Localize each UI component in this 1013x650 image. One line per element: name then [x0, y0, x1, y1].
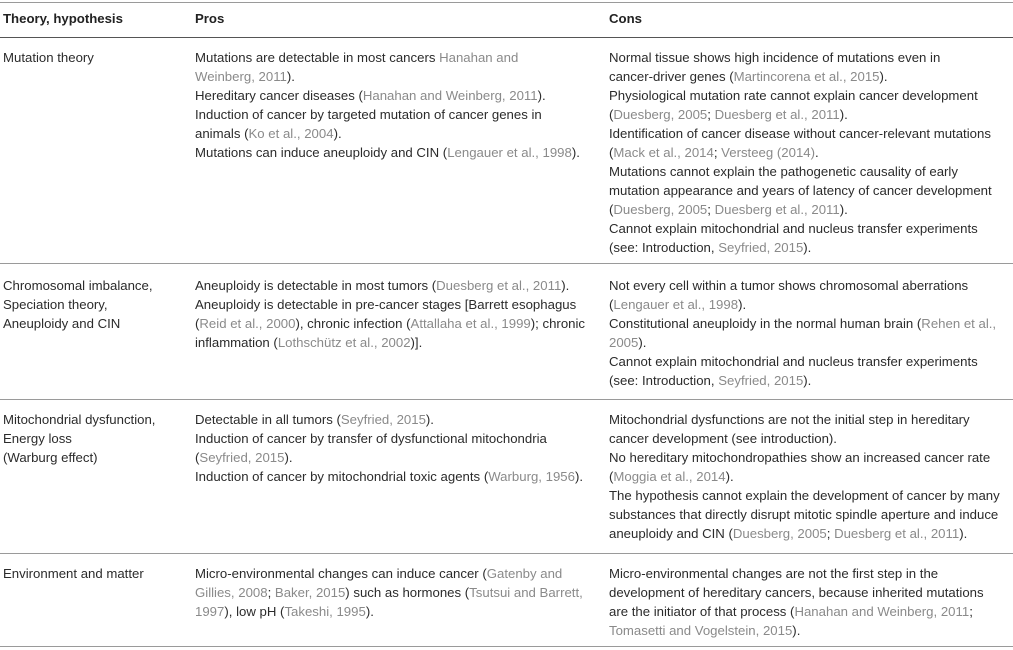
cons-line [609, 371, 1011, 390]
text-run: ( [609, 202, 614, 217]
text-run: ). [286, 69, 295, 84]
cons-line [609, 333, 1011, 352]
citation-link[interactable]: Baker, 2015 [274, 585, 346, 600]
text-run: Physiological mutation rate cannot explain cancer development [609, 88, 978, 103]
citation-link[interactable]: Warburg, 1956 [488, 469, 575, 484]
text-run: ). [574, 469, 584, 484]
text-run: ). [561, 278, 570, 293]
pros-line [195, 410, 595, 429]
theory-line: Mutation theory [3, 50, 94, 65]
citation-link[interactable]: Moggia et al., 2014 [613, 469, 726, 484]
text-run: Detectable in all tumors ( [195, 412, 341, 427]
text-run: ; [707, 107, 715, 122]
text-run: ) such as hormones ( [345, 585, 470, 600]
text-run: ; [826, 526, 835, 541]
text-run: aneuploidy and CIN ( [609, 526, 733, 541]
text-run: ( [609, 469, 614, 484]
text-run: Aneuploidy is detectable in most tumors ( [195, 278, 437, 293]
text-run: ). [839, 107, 848, 122]
cons-line [609, 181, 1011, 200]
cons-line [609, 276, 1011, 295]
cons-cell [609, 48, 1011, 257]
citation-link[interactable]: Gatenby and [486, 566, 563, 581]
citation-link[interactable]: Mack et al., 2014 [613, 145, 714, 160]
header-rule [0, 37, 1013, 38]
cons-line [609, 505, 1011, 524]
theory-line: Aneuploidy and CIN [3, 316, 121, 331]
table-bottom-rule [0, 646, 1013, 647]
theory-line: Speciation theory, [3, 297, 108, 312]
cons-line [609, 219, 1011, 238]
cons-line [609, 295, 1011, 314]
text-run: ; [267, 585, 275, 600]
pros-line [195, 295, 595, 314]
citation-link[interactable]: Rehen et al., [921, 316, 997, 331]
text-run: development of hereditary cancers, because inherited mutations [609, 585, 984, 600]
pros-line [195, 602, 595, 621]
cons-line [609, 564, 1011, 583]
text-run: ), chronic infection ( [295, 316, 411, 331]
text-run: Induction of cancer by targeted mutation of cancer genes in [195, 107, 542, 122]
cons-line [609, 583, 1011, 602]
pros-line [195, 429, 595, 448]
text-run: ). [803, 373, 812, 388]
pros-cell [195, 48, 595, 162]
citation-link[interactable]: Tomasetti and Vogelstein, 2015 [609, 623, 793, 638]
cons-line [609, 429, 1011, 448]
cons-line [609, 105, 1011, 124]
cons-line [609, 352, 1011, 371]
text-run: ). [425, 412, 434, 427]
citation-link[interactable]: Ko et al., 2004 [248, 126, 334, 141]
citation-link[interactable]: Seyfried, 2015 [340, 412, 426, 427]
text-run: animals ( [195, 126, 249, 141]
pros-line [195, 124, 595, 143]
citation-link[interactable]: Duesberg et al., 2011 [834, 526, 960, 541]
theory-line: Chromosomal imbalance, [3, 278, 153, 293]
cons-line [609, 200, 1011, 219]
pros-line [195, 448, 595, 467]
text-run: ( [609, 145, 614, 160]
cons-line [609, 621, 1011, 640]
pros-line [195, 467, 595, 486]
header-cons: Cons [609, 11, 642, 26]
text-run: ). [879, 69, 888, 84]
cons-line [609, 162, 1011, 181]
pros-line [195, 276, 595, 295]
cons-line [609, 86, 1011, 105]
text-run: )]. [410, 335, 423, 350]
text-run: Constitutional aneuploidy in the normal human brain ( [609, 316, 922, 331]
text-run: ). [959, 526, 968, 541]
text-run: ). [333, 126, 342, 141]
text-run: ). [803, 240, 812, 255]
text-run: Mitochondrial dysfunctions are not the initial step in hereditary [609, 412, 970, 427]
citation-link[interactable]: 1997 [195, 604, 225, 619]
theory-cell [3, 564, 183, 583]
citation-link[interactable]: Versteeg (2014) [721, 145, 816, 160]
cons-line [609, 238, 1011, 257]
text-run: substances that directly disrupt mitotic spindle aperture and induce [609, 507, 999, 522]
citation-link[interactable]: Hanahan and Weinberg, 2011 [362, 88, 538, 103]
text-run: inflammation ( [195, 335, 278, 350]
text-run: ). [839, 202, 848, 217]
text-run: The hypothesis cannot explain the development of cancer by many [609, 488, 1000, 503]
theory-line: Environment and matter [3, 566, 144, 581]
citation-link[interactable]: Duesberg et al., 2011 [714, 202, 840, 217]
text-run: ; [707, 202, 715, 217]
row-divider [0, 553, 1013, 554]
citation-link[interactable]: Duesberg et al., 2011 [714, 107, 840, 122]
text-run: Induction of cancer by transfer of dysfunctional mitochondria [195, 431, 547, 446]
citation-link[interactable]: Seyfried, 2015 [199, 450, 285, 465]
text-run: Mutations cannot explain the pathogenetic causality of early [609, 164, 958, 179]
pros-line [195, 564, 595, 583]
text-run: Cannot explain mitochondrial and nucleus transfer experiments [609, 221, 978, 236]
citation-link[interactable]: Hanahan and [439, 50, 519, 65]
citation-link[interactable]: Duesberg, 2005 [613, 202, 708, 217]
citation-link[interactable]: Weinberg, 2011 [195, 69, 287, 84]
cons-line [609, 602, 1011, 621]
text-run: cancer-driver genes ( [609, 69, 734, 84]
text-run: ). [738, 297, 747, 312]
cons-line [609, 410, 1011, 429]
text-run: ). [571, 145, 580, 160]
header-theory: Theory, hypothesis [3, 11, 123, 26]
row-divider [0, 399, 1013, 400]
text-run: ), low pH ( [224, 604, 285, 619]
cons-line [609, 124, 1011, 143]
text-run: Cannot explain mitochondrial and nucleus transfer experiments [609, 354, 978, 369]
theory-cell [3, 276, 183, 333]
text-run: Mutations can induce aneuploidy and CIN ( [195, 145, 448, 160]
cons-cell [609, 410, 1011, 543]
text-run: ); chronic [530, 316, 586, 331]
text-run: (see: Introduction, [609, 373, 719, 388]
text-run: Aneuploidy is detectable in pre-cancer stages [Barrett esophagus [195, 297, 577, 312]
citation-link[interactable]: Gillies, 2008 [195, 585, 268, 600]
pros-cell [195, 276, 595, 352]
text-run: Not every cell within a tumor shows chromosomal aberrations [609, 278, 969, 293]
cons-cell [609, 276, 1011, 390]
theory-cell [3, 48, 183, 67]
cons-line [609, 314, 1011, 333]
text-run: ( [609, 297, 614, 312]
text-run: No hereditary mitochondropathies show an increased cancer rate [609, 450, 991, 465]
text-run: Micro-environmental changes are not the first step in the [609, 566, 939, 581]
text-run: ( [195, 450, 200, 465]
theory-line: Energy loss [3, 431, 72, 446]
cons-line [609, 486, 1011, 505]
cons-line [609, 467, 1011, 486]
text-run: Normal tissue shows high incidence of mutations even in [609, 50, 941, 65]
citation-link[interactable]: Attallaha et al., 1999 [410, 316, 531, 331]
citation-link[interactable]: Reid et al., 2000 [199, 316, 296, 331]
citation-link[interactable]: Takeshi, 1995 [284, 604, 366, 619]
text-run: . [815, 145, 819, 160]
theory-line: Mitochondrial dysfunction, [3, 412, 156, 427]
text-run: Identification of cancer disease without cancer-relevant mutations [609, 126, 991, 141]
citation-link[interactable]: Lengauer et al., 1998 [447, 145, 572, 160]
text-run: ; [969, 604, 973, 619]
cons-cell [609, 564, 1011, 640]
text-run: ). [792, 623, 801, 638]
pros-line [195, 48, 595, 67]
text-run: ). [284, 450, 293, 465]
citation-link[interactable]: Lengauer et al., 1998 [613, 297, 739, 312]
text-run: mutation appearance and years of latency of cancer development [609, 183, 992, 198]
pros-line [195, 583, 595, 602]
text-run: Micro-environmental changes can induce cancer ( [195, 566, 487, 581]
citation-link[interactable]: Tsutsui and Barrett, [469, 585, 583, 600]
citation-link[interactable]: Martincorena et al., 2015 [733, 69, 880, 84]
text-run: are the initiator of that process ( [609, 604, 795, 619]
cons-line [609, 48, 1011, 67]
citation-link[interactable]: 2005 [609, 335, 639, 350]
citation-link[interactable]: Duesberg et al., 2011 [436, 278, 562, 293]
text-run: ; [713, 145, 722, 160]
text-run: Mutations are detectable in most cancers [195, 50, 440, 65]
cons-line [609, 67, 1011, 86]
pros-line [195, 143, 595, 162]
pros-line [195, 314, 595, 333]
pros-cell [195, 564, 595, 621]
citation-link[interactable]: Duesberg, 2005 [613, 107, 708, 122]
citation-link[interactable]: Lothschütz et al., 2002 [277, 335, 411, 350]
text-run: ( [609, 107, 614, 122]
pros-cell [195, 410, 595, 486]
text-run: ). [537, 88, 546, 103]
pros-line [195, 86, 595, 105]
text-run: Induction of cancer by mitochondrial toxic agents ( [195, 469, 489, 484]
text-run: ( [195, 316, 200, 331]
row-divider [0, 263, 1013, 264]
text-run: ). [365, 604, 374, 619]
citation-link[interactable]: Duesberg, 2005 [732, 526, 827, 541]
cons-line [609, 143, 1011, 162]
theory-line: (Warburg effect) [3, 450, 98, 465]
text-run: Hereditary cancer diseases ( [195, 88, 363, 103]
cons-line [609, 524, 1011, 543]
cons-line [609, 448, 1011, 467]
text-run: ). [638, 335, 647, 350]
citation-link[interactable]: Hanahan and Weinberg, 2011 [794, 604, 970, 619]
text-run: ). [725, 469, 734, 484]
theory-cell [3, 410, 183, 467]
pros-line [195, 67, 595, 86]
citation-link[interactable]: Seyfried, 2015 [718, 240, 804, 255]
citation-link[interactable]: Seyfried, 2015 [718, 373, 804, 388]
pros-line [195, 105, 595, 124]
pros-line [195, 333, 595, 352]
text-run: (see: Introduction, [609, 240, 719, 255]
text-run: cancer development (see introduction). [609, 431, 837, 446]
header-pros: Pros [195, 11, 225, 26]
table-top-rule [0, 2, 1013, 3]
